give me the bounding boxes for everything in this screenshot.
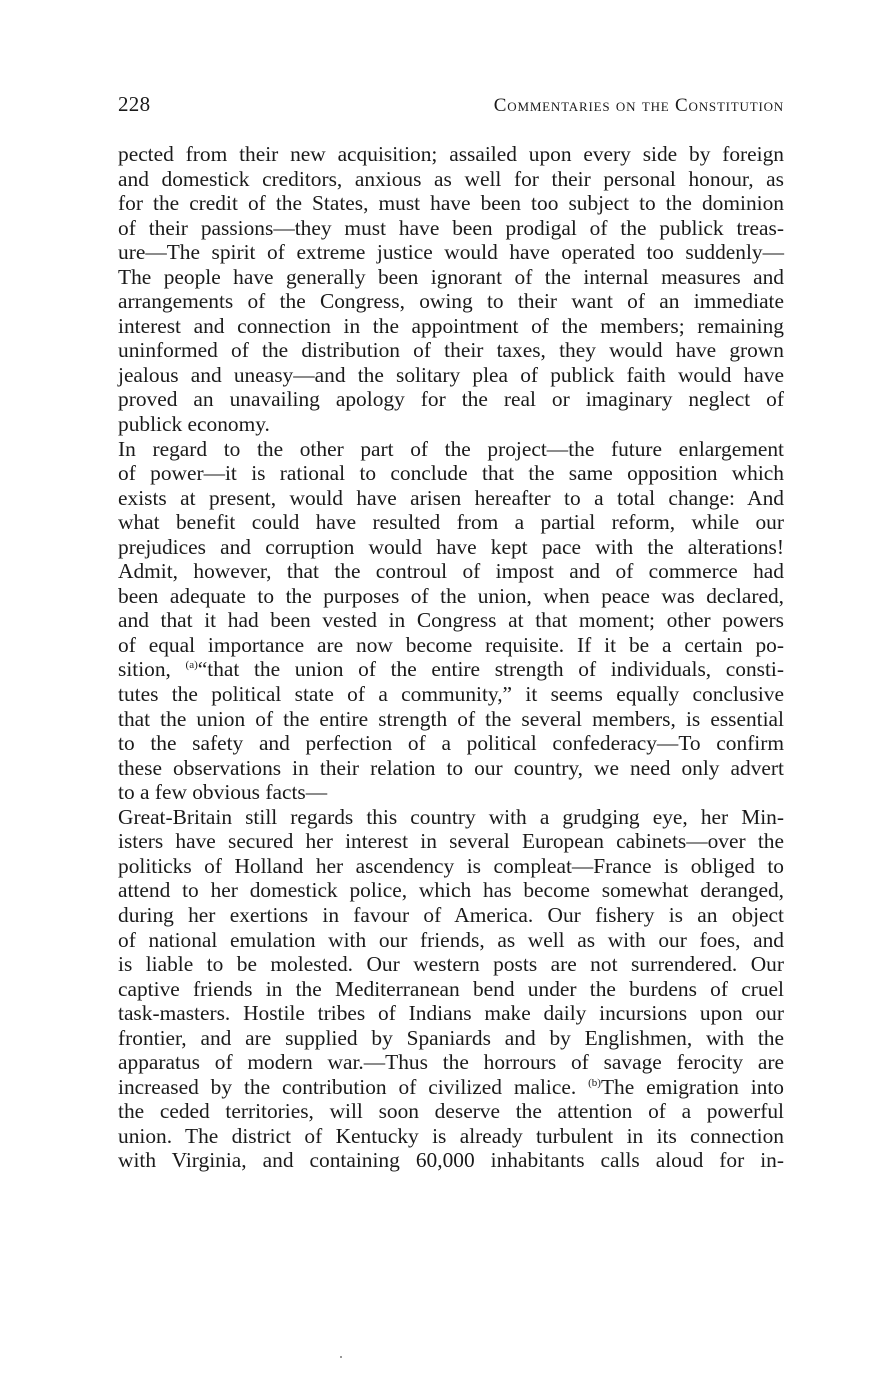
text-line: of power—it is rational to conclude that the same opposition which	[118, 461, 784, 486]
text-line: apparatus of modern war.—Thus the horrours of savage ferocity are	[118, 1050, 784, 1075]
text-line: to a few obvious facts—	[118, 780, 328, 805]
text-line: during her exertions in favour of America. Our fishery is an object	[118, 902, 784, 927]
paragraph-2	[118, 437, 784, 805]
text-line: of their passions—they must have been prodigal of the publick treas-	[118, 215, 784, 240]
text-line: Great-Britain still regards this country with a grudging eye, her Min-	[118, 804, 784, 829]
text-line: The people have generally been ignorant of the internal measures and	[118, 264, 784, 289]
text-line: isters have secured her interest in several European cabinets—over the	[118, 829, 784, 854]
text-line: and that it had been vested in Congress at that moment; other powers	[118, 608, 784, 633]
stray-ink-mark	[340, 1356, 342, 1358]
running-title: Commentaries on the Constitution	[493, 95, 784, 116]
text-line: been adequate to the purposes of the union, when peace was declared,	[118, 583, 784, 608]
text-line: proved an unavailing apology for the real or imaginary neglect of	[118, 387, 784, 412]
text-line: the ceded territories, will soon deserve the attention of a powerful	[118, 1099, 784, 1124]
text-line: of national emulation with our friends, as well as with our foes, and	[118, 927, 784, 952]
text-line: task-masters. Hostile tribes of Indians make daily incursions upon our	[118, 1001, 784, 1026]
note-line-after: “that the union of the entire strength of individuals, consti-	[197, 657, 784, 682]
paragraph-3	[118, 805, 784, 1173]
text-line: pected from their new acquisition; assailed upon every side by foreign	[118, 142, 784, 166]
paragraph-1	[118, 142, 784, 437]
note-line-before: sition,	[118, 657, 186, 682]
text-line: is liable to be molested. Our western posts are not surrendered. Our	[118, 952, 784, 977]
running-head	[118, 92, 784, 120]
text-line-with-note	[118, 1075, 784, 1100]
text-line-with-note	[118, 657, 784, 682]
text-line: exists at present, would have arisen hereafter to a total change: And	[118, 485, 784, 510]
text-line: with Virginia, and containing 60,000 inhabitants calls aloud for in-	[118, 1148, 784, 1173]
text-line: union. The district of Kentucky is already turbulent in its connection	[118, 1123, 784, 1148]
text-line: ure—The spirit of extreme justice would have operated too suddenly—	[118, 240, 784, 265]
text-line: of equal importance are now become requisite. If it be a certain po-	[118, 632, 784, 657]
page-number: 228	[118, 92, 151, 116]
text-line: captive friends in the Mediterranean bend under the burdens of cruel	[118, 976, 784, 1001]
book-page	[118, 92, 784, 1173]
text-line: for the credit of the States, must have been too subject to the dominion	[118, 191, 784, 216]
note-line-after: The emigration into	[600, 1074, 784, 1099]
text-line: politicks of Holland her ascendency is compleat—France is obliged to	[118, 853, 784, 878]
text-line: publick economy.	[118, 412, 270, 437]
text-line: In regard to the other part of the project—the future enlargement	[118, 436, 784, 461]
text-line: interest and connection in the appointment of the members; remaining	[118, 313, 784, 338]
text-line: arrangements of the Congress, owing to their want of an immediate	[118, 289, 784, 314]
text-line: what benefit could have resulted from a partial reform, while our	[118, 510, 784, 535]
text-line: Admit, however, that the controul of impost and of commerce had	[118, 559, 784, 584]
body-text	[118, 142, 784, 1173]
text-line: these observations in their relation to our country, we need only advert	[118, 755, 784, 780]
footnote-marker: (b)	[588, 1076, 601, 1089]
text-line: uninformed of the distribution of their taxes, they would have grown	[118, 338, 784, 363]
footnote-marker: (a)	[185, 659, 198, 672]
note-line-before: increased by the contribution of civilized malice.	[118, 1074, 589, 1099]
text-line: prejudices and corruption would have kept pace with the alterations!	[118, 534, 784, 559]
text-line: jealous and uneasy—and the solitary plea of publick faith would have	[118, 362, 784, 387]
text-line: frontier, and are supplied by Spaniards and by Englishmen, with the	[118, 1025, 784, 1050]
text-line: attend to her domestick police, which has become somewhat deranged,	[118, 878, 784, 903]
text-line: that the union of the entire strength of the several members, is essential	[118, 706, 784, 731]
text-line: to the safety and perfection of a political confederacy—To confirm	[118, 731, 784, 756]
text-line: and domestick creditors, anxious as well for their personal honour, as	[118, 166, 784, 191]
text-line: tutes the political state of a community,” it seems equally conclusive	[118, 682, 784, 707]
